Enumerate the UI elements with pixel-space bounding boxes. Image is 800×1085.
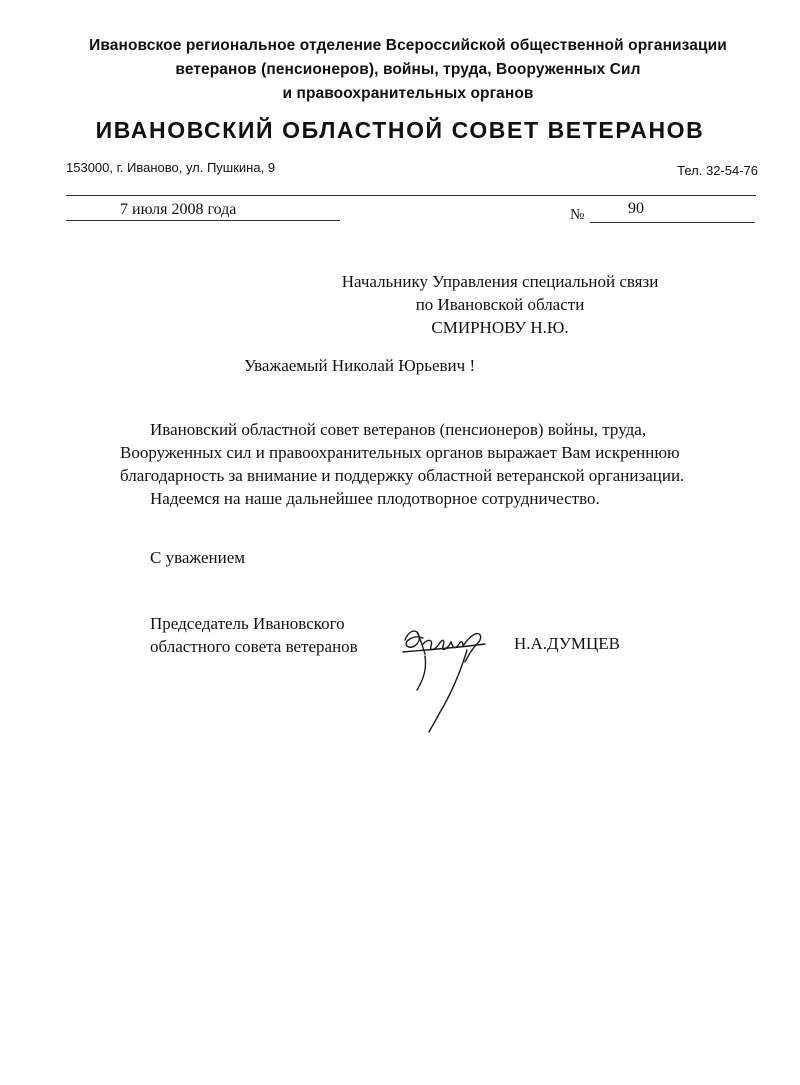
- addressee-line-3: СМИРНОВУ Н.Ю.: [431, 318, 569, 337]
- handwritten-signature-icon: [395, 610, 505, 740]
- signer-name: Н.А.ДУМЦЕВ: [514, 634, 621, 653]
- date-underline: [66, 220, 340, 221]
- body-line-2: Вооруженных сил и правоохранительных органов выражает Вам искреннюю: [120, 443, 680, 462]
- org-line-2: ветеранов (пенсионеров), войны, труда, Вооруженных Сил: [175, 61, 641, 78]
- addressee-line-2: по Ивановской области: [415, 295, 585, 314]
- org-line-1: Ивановское региональное отделение Всероссийской общественной организации: [89, 37, 727, 54]
- body-line-4: Надеемся на наше дальнейшее плодотворное сотрудничество.: [150, 489, 600, 508]
- addressee-block: [300, 270, 700, 339]
- council-name-heading: ИВАНОВСКИЙ ОБЛАСТНОЙ СОВЕТ ВЕТЕРАНОВ: [95, 117, 705, 143]
- signer-title-line-1: Председатель Ивановского: [150, 614, 345, 633]
- letter-number: 90: [628, 200, 644, 217]
- number-sign: №: [570, 207, 585, 223]
- closing-phrase: С уважением: [150, 548, 246, 567]
- signer-title-line-2: областного совета ветеранов: [150, 637, 358, 656]
- letter-body: [120, 418, 760, 510]
- header-divider: [66, 195, 756, 196]
- salutation: Уважаемый Николай Юрьевич !: [244, 356, 476, 375]
- postal-address: 153000, г. Иваново, ул. Пушкина, 9: [66, 160, 276, 175]
- body-line-1: Ивановский областной совет ветеранов (пенсионеров) войны, труда,: [150, 420, 647, 439]
- org-line-3: и правоохранительных органов: [282, 85, 534, 102]
- signer-title: [150, 612, 358, 658]
- phone-number: Тел. 32-54-76: [677, 163, 758, 178]
- number-underline: [590, 222, 755, 223]
- body-line-3: благодарность за внимание и поддержку областной ветеранской организации.: [120, 466, 685, 485]
- addressee-line-1: Начальнику Управления специальной связи: [341, 272, 659, 291]
- letter-date: 7 июля 2008 года: [120, 201, 237, 218]
